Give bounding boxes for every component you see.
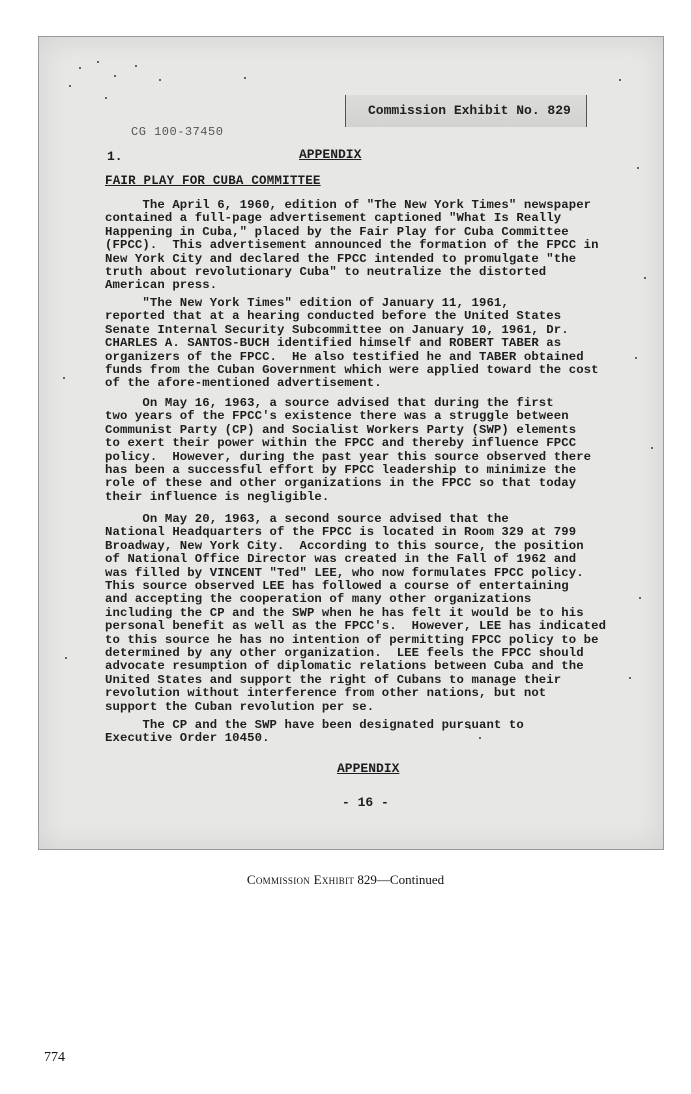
text-line: reported that at a hearing conducted before the United States	[105, 309, 562, 324]
page-number: 774	[44, 1050, 65, 1065]
scan-speck	[97, 61, 99, 63]
text-line: American press.	[105, 278, 218, 293]
caption-rest: 829—Continued	[354, 872, 445, 887]
appendix-heading: APPENDIX	[299, 147, 362, 162]
paragraph-4	[105, 513, 653, 714]
scan-speck	[79, 67, 81, 69]
text-line: funds from the Cuban Government which were applied toward the cost	[105, 363, 599, 378]
scan-speck	[65, 657, 67, 659]
text-line: of National Office Director was created in the Fall of 1962 and	[105, 552, 577, 567]
text-line: policy. However, during the past year this source observed there	[105, 449, 592, 464]
scanned-document	[38, 36, 664, 850]
file-number: CG 100-37450	[131, 125, 224, 139]
item-number: 1.	[107, 149, 123, 164]
text-line: their influence is negligible.	[105, 489, 330, 504]
text-line: CHARLES A. SANTOS-BUCH identified himself and ROBERT TABER as	[105, 336, 562, 351]
text-line: advocate resumption of diplomatic relations between Cuba and the	[105, 659, 584, 674]
text-line: contained a full-page advertisement captioned "What Is Really	[105, 211, 562, 226]
text-line: United States and support the right of Cubans to manage their	[105, 672, 562, 687]
text-line: On May 20, 1963, a second source advised that the	[105, 512, 509, 526]
text-line: determined by any other organization. LEE feels the FPCC should	[105, 646, 584, 661]
exhibit-label: Commission Exhibit No. 829	[368, 103, 571, 118]
text-line: On May 16, 1963, a source advised that during the first	[105, 396, 554, 410]
paragraph-3	[105, 397, 653, 504]
appendix-footer: APPENDIX	[337, 761, 400, 776]
scan-speck	[135, 65, 137, 67]
exhibit-label-box	[345, 95, 587, 127]
exhibit-caption	[0, 872, 691, 888]
text-line: role of these and other organizations in the FPCC so that today	[105, 476, 577, 491]
text-line: The CP and the SWP have been designated pursuant to	[105, 718, 524, 732]
text-line: of the afore-mentioned advertisement.	[105, 376, 382, 391]
scan-speck	[637, 167, 639, 169]
text-line: "The New York Times" edition of January 11, 1961,	[105, 296, 509, 310]
scan-speck	[114, 75, 116, 77]
text-line: (FPCC). This advertisement announced the formation of the FPCC in	[105, 238, 599, 253]
text-line: This source observed LEE has followed a course of entertaining	[105, 579, 569, 594]
text-line: Broadway, New York City. According to this source, the position	[105, 538, 584, 553]
text-line: organizers of the FPCC. He also testified he and TABER obtained	[105, 349, 584, 364]
scan-speck	[619, 79, 621, 81]
paragraph-1	[105, 199, 653, 293]
text-line: personal benefit as well as the FPCC's. However, LEE has indicated	[105, 619, 607, 634]
text-line: The April 6, 1960, edition of "The New York Times" newspaper	[105, 198, 592, 212]
document-page-marker: - 16 -	[342, 795, 389, 810]
paragraph-5	[105, 719, 653, 746]
text-line: including the CP and the SWP when he has felt it would be to his	[105, 605, 584, 620]
text-line: New York City and declared the FPCC intended to promulgate "the	[105, 251, 577, 266]
text-line: has been a successful effort by FPCC leadership to minimize the	[105, 463, 577, 478]
text-line: to this source he has no intention of permitting FPCC policy to be	[105, 632, 599, 647]
text-line: two years of the FPCC's existence there was a struggle between	[105, 409, 569, 424]
scan-speck	[69, 85, 71, 87]
text-line: Executive Order 10450.	[105, 731, 270, 746]
text-line: Happening in Cuba," placed by the Fair Play for Cuba Committee	[105, 224, 569, 239]
paragraph-2	[105, 297, 653, 391]
text-line: Communist Party (CP) and Socialist Workers Party (SWP) elements	[105, 422, 577, 437]
text-line: revolution without interference from other nations, but not	[105, 686, 547, 701]
scan-speck	[63, 377, 65, 379]
text-line: National Headquarters of the FPCC is located in Room 329 at 799	[105, 525, 577, 540]
scan-speck	[159, 79, 161, 81]
caption-small-caps: Commission Exhibit	[246, 872, 355, 887]
section-title: FAIR PLAY FOR CUBA COMMITTEE	[105, 174, 321, 188]
text-line: and accepting the cooperation of many other organizations	[105, 592, 532, 607]
scan-speck	[105, 97, 107, 99]
text-line: support the Cuban revolution per se.	[105, 699, 375, 714]
text-line: truth about revolutionary Cuba" to neutralize the distorted	[105, 265, 547, 280]
text-line: to exert their power within the FPCC and thereby influence FPCC	[105, 436, 577, 451]
text-line: Senate Internal Security Subcommittee on January 10, 1961, Dr.	[105, 322, 569, 337]
scan-speck	[244, 77, 246, 79]
text-line: was filled by VINCENT "Ted" LEE, who now formulates FPCC policy.	[105, 565, 584, 580]
